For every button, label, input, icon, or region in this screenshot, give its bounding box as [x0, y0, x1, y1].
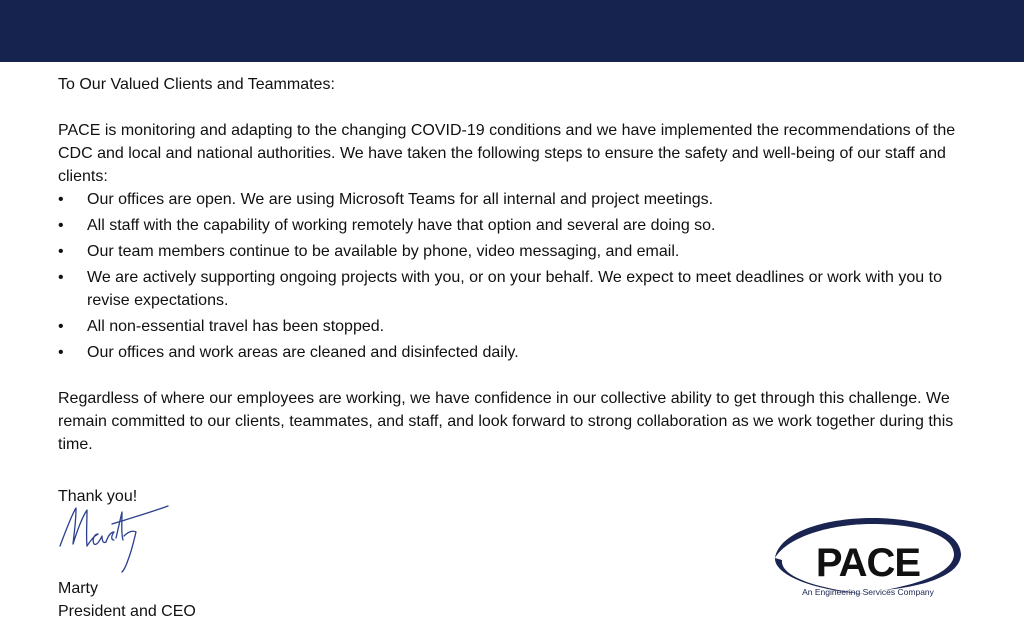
list-item: • All non-essential travel has been stopped.	[58, 315, 958, 338]
signer-title: President and CEO	[58, 603, 196, 620]
greeting: To Our Valued Clients and Teammates:	[58, 76, 335, 93]
signer-name: Marty	[58, 580, 98, 597]
logo-tagline: An Engineering Services Company	[802, 587, 934, 597]
signer-block	[58, 577, 196, 623]
list-item: • Our team members continue to be available by phone, video messaging, and email.	[58, 240, 958, 263]
list-item: • Our offices and work areas are cleaned and disinfected daily.	[58, 341, 958, 364]
header-band	[0, 0, 1024, 62]
list-item: • We are actively supporting ongoing projects with you, or on your behalf. We expect to meet deadlines or work with you to revise expectations.	[58, 266, 958, 312]
pace-logo	[770, 512, 966, 600]
logo-wordmark: PACE	[815, 541, 921, 585]
list-item: • Our offices are open. We are using Microsoft Teams for all internal and project meetings.	[58, 188, 958, 211]
steps-list	[58, 188, 958, 364]
letter-body	[58, 73, 958, 479]
signature	[56, 500, 176, 576]
intro-paragraph: PACE is monitoring and adapting to the changing COVID-19 conditions and we have implemented the recommendations of the CDC and local and national authorities. We have taken the following steps to ensure the safety and well-being of our staff and clients:	[58, 122, 956, 185]
list-item: • All staff with the capability of working remotely have that option and several are doing so.	[58, 214, 958, 237]
closing-paragraph: Regardless of where our employees are working, we have confidence in our collective ability to get through this challenge. We remain committed to our clients, teammates, and staff, and look forward to strong collaboration as we work together during this time.	[58, 390, 954, 453]
thanks-line: Thank you!	[58, 488, 138, 505]
